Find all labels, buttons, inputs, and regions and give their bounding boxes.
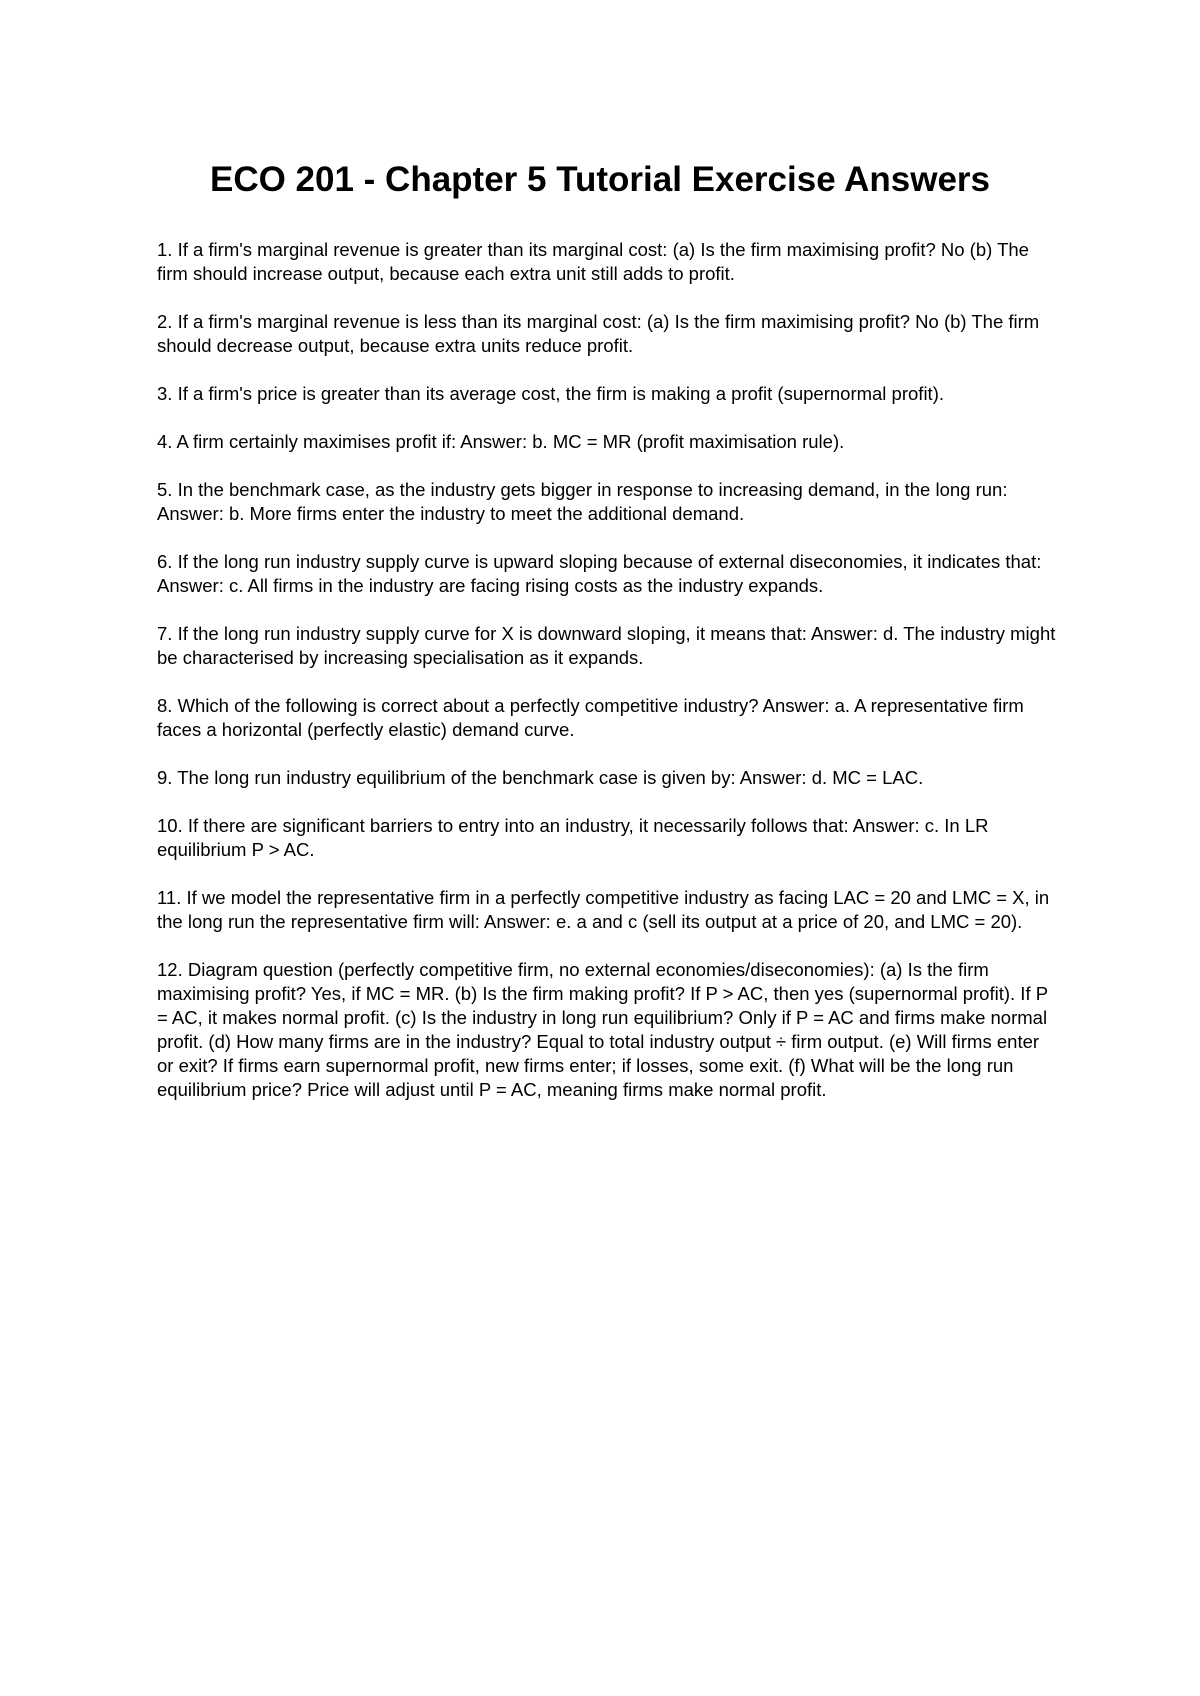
answer-9: 9. The long run industry equilibrium of the benchmark case is given by: Answer: d. MC = LAC.	[157, 767, 924, 788]
answer-6: 6. If the long run industry supply curve is upward sloping because of external diseconomies, it indicates that: Answer: c. All firms in the industry are facing rising costs as the industry expands.	[157, 551, 1042, 596]
answer-5: 5. In the benchmark case, as the industry gets bigger in response to increasing demand, in the long run: Answer: b. More firms enter the industry to meet the additional demand.	[157, 479, 1008, 524]
answer-12: 12. Diagram question (perfectly competitive firm, no external economies/diseconomies): (a) Is the firm maximising profit? Yes, if MC = MR. (b) Is the firm making profit? If P > AC, then yes (supernormal profit). If P = AC, it makes normal profit. (c) Is the industry in long run equilibrium? Only if P = AC and firms make normal profit. (d) How many firms are in the industry? Equal to total industry output ÷ firm output. (e) Will firms enter or exit? If firms earn supernormal profit, new firms enter; if losses, some exit. (f) What will be the long run equilibrium price? Price will adjust until P = AC, meaning firms make normal profit.	[157, 959, 1048, 1100]
answer-10: 10. If there are significant barriers to entry into an industry, it necessarily follows that: Answer: c. In LR equilibrium P > AC.	[157, 815, 989, 860]
answer-3: 3. If a firm's price is greater than its average cost, the firm is making a profit (supernormal profit).	[157, 383, 944, 404]
answer-1: 1. If a firm's marginal revenue is greater than its marginal cost: (a) Is the firm maximising profit? No (b) The firm should increase output, because each extra unit still adds to profit.	[157, 239, 1029, 284]
answer-8: 8. Which of the following is correct about a perfectly competitive industry? Answer: a. A representative firm faces a horizontal (perfectly elastic) demand curve.	[157, 695, 1024, 740]
answer-11: 11. If we model the representative firm in a perfectly competitive industry as facing LAC = 20 and LMC = X, in the long run the representative firm will: Answer: e. a and c (sell its output at a price of 20, and LMC = 20).	[157, 887, 1050, 932]
answer-4: 4. A firm certainly maximises profit if: Answer: b. MC = MR (profit maximisation rule).	[157, 431, 845, 452]
answer-7: 7. If the long run industry supply curve for X is downward sloping, it means that: Answer: d. The industry might be characterised by increasing specialisation as it expands.	[157, 623, 1056, 668]
page-title: ECO 201 - Chapter 5 Tutorial Exercise Answers	[209, 160, 990, 199]
answer-2: 2. If a firm's marginal revenue is less than its marginal cost: (a) Is the firm maximising profit? No (b) The firm should decrease output, because extra units reduce profit.	[157, 311, 1040, 356]
answers-list	[157, 238, 1057, 1126]
